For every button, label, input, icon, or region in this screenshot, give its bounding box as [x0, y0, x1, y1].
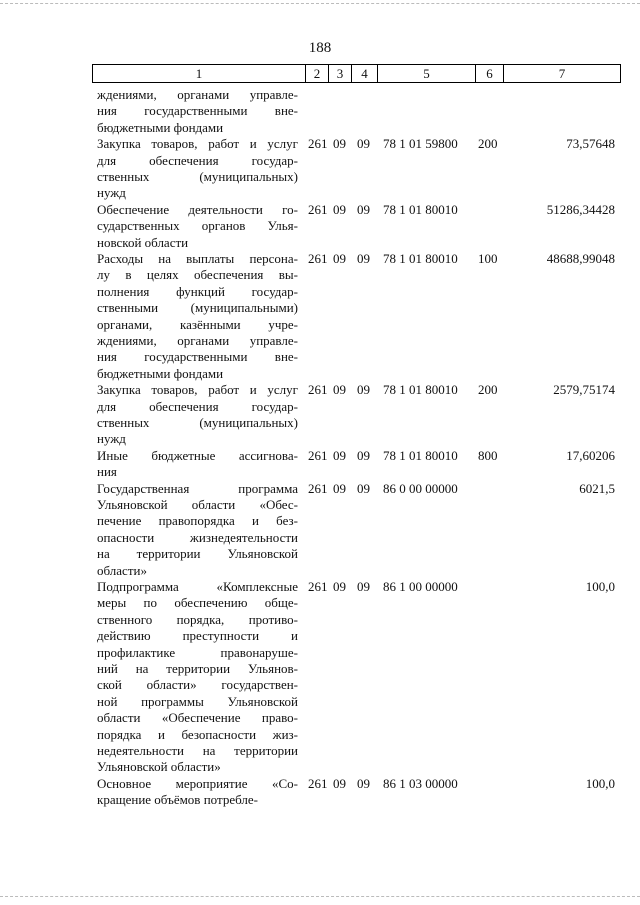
cell-amount: 100,0 — [585, 775, 615, 791]
row-description — [97, 202, 298, 251]
cell-target-article: 78 1 01 80010 — [383, 382, 458, 398]
cell-section: 09 — [333, 201, 346, 217]
header-col-5: 5 — [378, 65, 476, 82]
cell-target-article: 86 1 03 00000 — [383, 775, 458, 791]
cell-amount: 73,57648 — [566, 136, 615, 152]
description-line: Обеспечение деятельности го- — [97, 201, 298, 217]
description-line: сударственных органов Улья- — [97, 218, 298, 234]
cell-amount: 48688,99048 — [546, 251, 615, 266]
row-description — [97, 87, 298, 136]
description-line: профилактике правонаруше- — [97, 644, 298, 660]
description-line: ждениями, органами управле- — [97, 332, 298, 348]
description-line: области «Обеспечение право- — [97, 710, 298, 726]
cell-ministry-code: 261 — [308, 579, 328, 594]
description-line: кращение объёмов потребле- — [97, 792, 258, 808]
scan-edge-bottom — [0, 896, 640, 899]
cell-ministry-code: 261 — [308, 251, 328, 266]
row-description — [97, 382, 298, 448]
page-number: 188 — [308, 40, 332, 56]
cell-target-article: 78 1 01 80010 — [383, 201, 458, 217]
row-description — [97, 448, 298, 481]
cell-subsection: 09 — [357, 480, 370, 496]
cell-target-article: 86 1 00 00000 — [383, 579, 458, 594]
description-line: Ульяновской области» — [97, 759, 221, 775]
table-row — [97, 87, 621, 136]
row-description — [97, 136, 298, 202]
description-line: для обеспечения государ- — [97, 152, 298, 168]
description-line: Государственная программа — [97, 480, 298, 496]
description-line: ской области» государствен- — [97, 677, 298, 693]
header-col-7: 7 — [558, 66, 566, 81]
description-line: Расходы на выплаты персона- — [97, 251, 298, 266]
cell-amount: 100,0 — [585, 579, 615, 594]
row-description — [97, 579, 298, 776]
description-line: Подпрограмма «Комплексные — [97, 579, 298, 594]
description-line: печение правопорядка и без- — [97, 513, 298, 529]
description-line: ждениями, органами управле- — [97, 87, 298, 102]
table-row — [97, 448, 621, 481]
description-line: бюджетными фондами — [97, 365, 224, 381]
description-line: Иные бюджетные ассигнова- — [97, 447, 298, 463]
row-description — [97, 481, 298, 579]
cell-expense-type: 800 — [478, 447, 498, 463]
description-line: ния государственными вне- — [97, 103, 298, 119]
description-line: области» — [97, 562, 147, 578]
description-line: ственных (муниципальных) — [97, 414, 298, 430]
cell-section: 09 — [333, 447, 346, 463]
table-header — [92, 64, 621, 83]
description-line: лу в целях обеспечения вы- — [97, 267, 298, 283]
table-row — [97, 251, 621, 382]
cell-expense-type: 200 — [478, 382, 498, 398]
table-row — [97, 136, 621, 202]
cell-expense-type: 200 — [478, 136, 498, 152]
cell-section: 09 — [333, 251, 346, 266]
description-line: Закупка товаров, работ и услуг — [97, 136, 298, 152]
header-col-1: 1 — [93, 65, 306, 82]
cell-target-article: 78 1 01 59800 — [383, 136, 458, 152]
description-line: Основное мероприятие «Со- — [97, 775, 298, 791]
cell-subsection: 09 — [357, 136, 370, 152]
cell-subsection: 09 — [357, 201, 370, 217]
table-row — [97, 776, 621, 809]
cell-target-article: 86 0 00 00000 — [383, 480, 458, 496]
cell-section: 09 — [333, 775, 346, 791]
cell-expense-type: 100 — [478, 251, 498, 266]
cell-subsection: 09 — [357, 775, 370, 791]
description-line: ния — [97, 464, 117, 480]
cell-ministry-code: 261 — [308, 775, 328, 791]
description-line: для обеспечения государ- — [97, 398, 298, 414]
description-line: ной программы Ульяновской — [97, 693, 298, 709]
cell-target-article: 78 1 01 80010 — [383, 447, 458, 463]
header-col-2: 2 — [306, 65, 329, 82]
cell-amount: 17,60206 — [566, 447, 615, 463]
description-line: действию преступности и — [97, 628, 298, 644]
table-row — [97, 481, 621, 579]
cell-section: 09 — [333, 136, 346, 152]
cell-ministry-code: 261 — [308, 201, 328, 217]
cell-subsection: 09 — [357, 251, 370, 266]
row-description — [97, 251, 298, 382]
scan-edge-top — [0, 3, 640, 6]
description-line: органами, казёнными учре- — [97, 316, 298, 332]
table-row — [97, 202, 621, 251]
cell-ministry-code: 261 — [308, 480, 328, 496]
description-line: опасности жизнедеятельности — [97, 529, 298, 545]
description-line: Закупка товаров, работ и услуг — [97, 382, 298, 398]
cell-ministry-code: 261 — [308, 382, 328, 398]
description-line: ственных (муниципальных) — [97, 168, 298, 184]
table-row — [97, 382, 621, 448]
description-line: меры по обеспечению обще- — [97, 595, 298, 611]
description-line: порядка и безопасности жиз- — [97, 726, 298, 742]
description-line: ния государственными вне- — [97, 349, 298, 365]
row-description — [97, 776, 298, 809]
description-line: нужд — [97, 185, 126, 201]
cell-amount: 2579,75174 — [553, 382, 615, 398]
description-line: ний на территории Ульянов- — [97, 660, 298, 676]
header-col-3: 3 — [329, 65, 352, 82]
cell-subsection: 09 — [357, 382, 370, 398]
description-line: ственными (муниципальными) — [97, 300, 298, 316]
cell-subsection: 09 — [357, 447, 370, 463]
cell-section: 09 — [333, 382, 346, 398]
header-col-6: 6 — [476, 65, 504, 82]
cell-amount: 51286,34428 — [546, 201, 615, 217]
description-line: новской области — [97, 234, 189, 250]
description-line: полнения функций государ- — [97, 283, 298, 299]
description-line: Ульяновской области «Обес- — [97, 496, 298, 512]
description-line: на территории Ульяновской — [97, 546, 298, 562]
description-line: нужд — [97, 431, 126, 447]
cell-ministry-code: 261 — [308, 136, 328, 152]
cell-amount: 6021,5 — [579, 480, 615, 496]
header-col-4: 4 — [352, 65, 378, 82]
description-line: недеятельности на территории — [97, 742, 298, 758]
cell-section: 09 — [333, 579, 346, 594]
cell-target-article: 78 1 01 80010 — [383, 251, 458, 266]
cell-ministry-code: 261 — [308, 447, 328, 463]
cell-section: 09 — [333, 480, 346, 496]
cell-subsection: 09 — [357, 579, 370, 594]
description-line: бюджетными фондами — [97, 119, 224, 135]
description-line: ственного порядка, противо- — [97, 611, 298, 627]
table-row — [97, 579, 621, 776]
